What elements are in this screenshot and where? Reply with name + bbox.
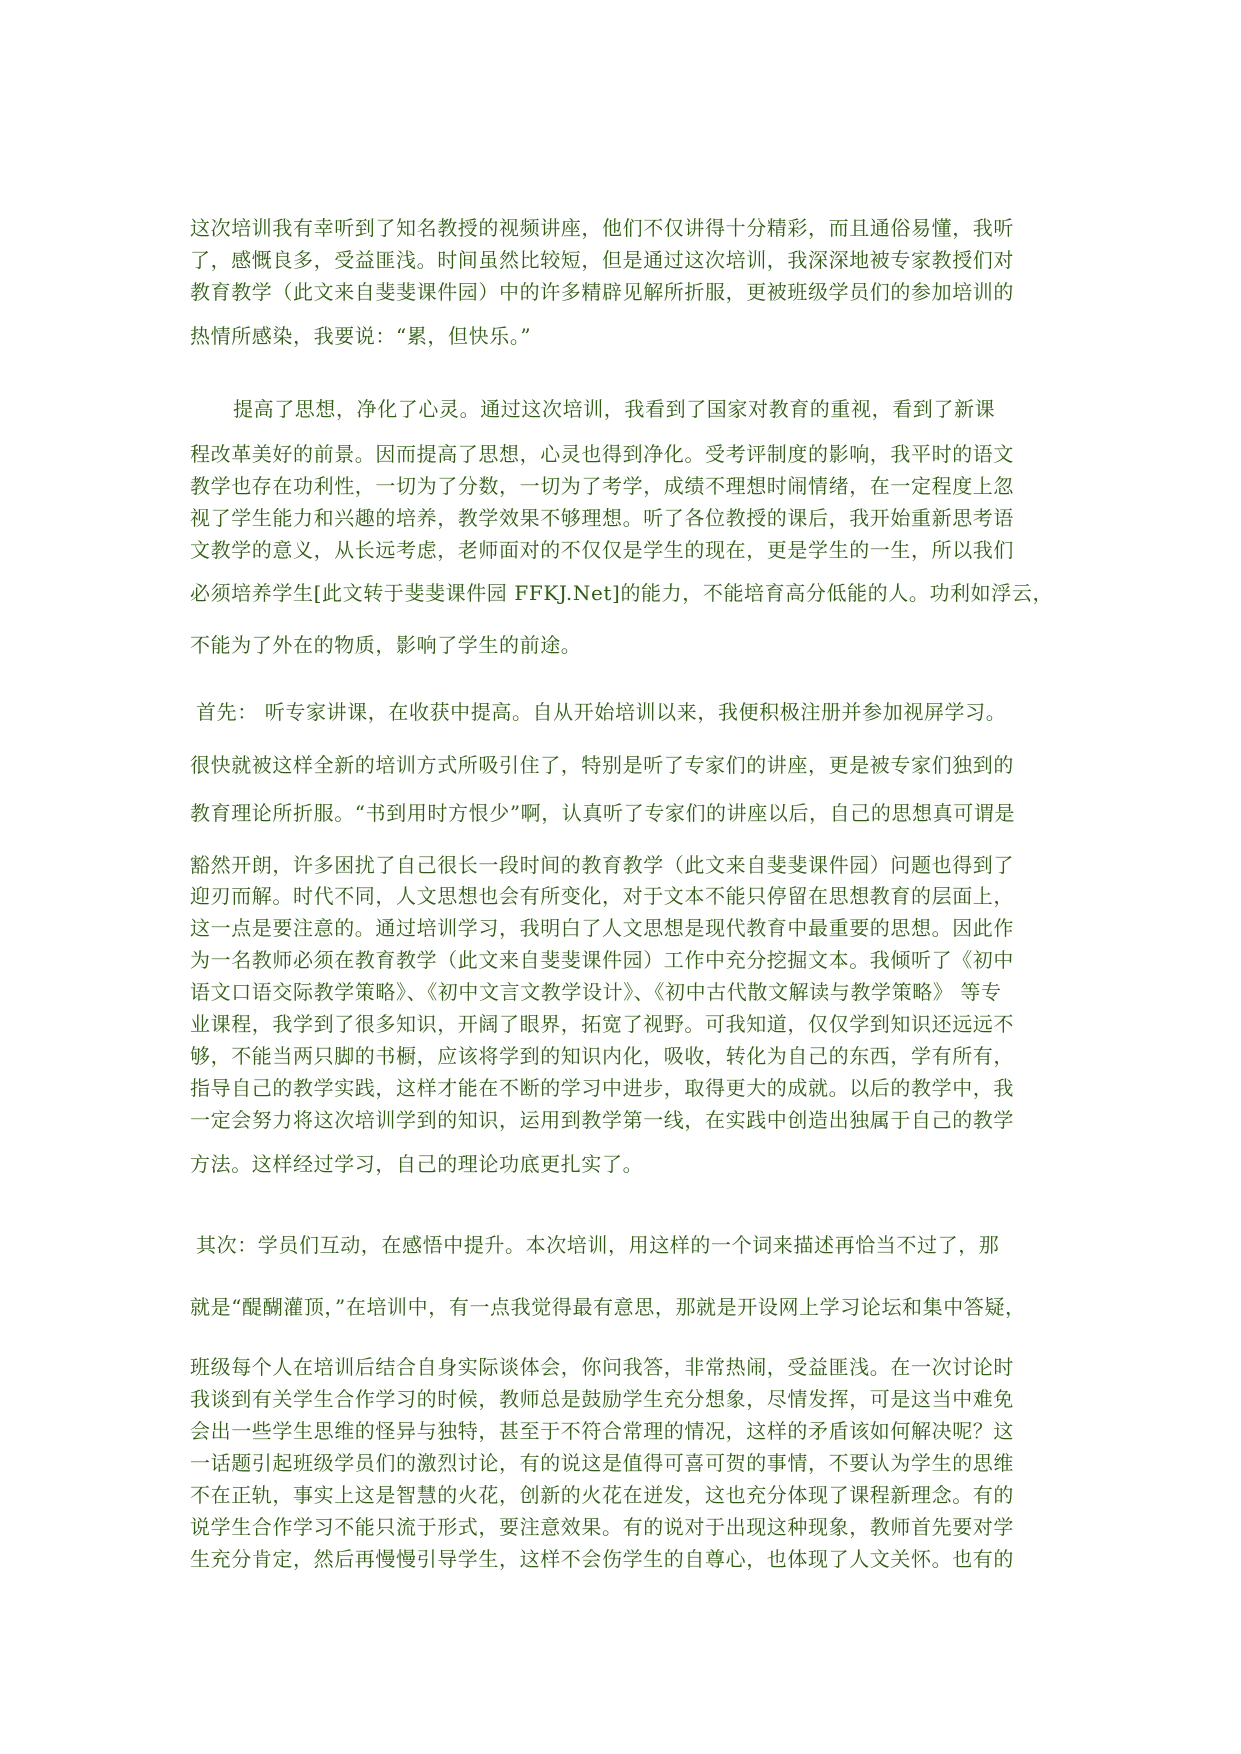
text-line: 不在正轨，事实上这是智慧的火花，创新的火花在迸发，这也充分体现了课程新理念。有的: [190, 1483, 1014, 1507]
text-line: 迎刃而解。时代不同，人文思想也会有所变化，对于文本不能只停留在思想教育的层面上，: [190, 884, 1014, 908]
text-line: 了，感慨良多，受益匪浅。时间虽然比较短，但是通过这次培训，我深深地被专家教授们对: [190, 248, 1014, 272]
text-line: 教育教学（此文来自斐斐课件园）中的许多精辟见解所折服，更被班级学员们的参加培训的: [190, 280, 1014, 304]
text-line: 不能为了外在的物质，影响了学生的前途。: [190, 633, 582, 657]
text-line: 其次：学员们互动，在感悟中提升。本次培训，用这样的一个词来描述再恰当不过了，那: [196, 1233, 1000, 1257]
text-line: 豁然开朗，许多困扰了自己很长一段时间的教育教学（此文来自斐斐课件园）问题也得到了: [190, 853, 1014, 877]
text-line: 教育理论所折服。“书到用时方恨少”啊，认真听了专家们的讲座以后，自己的思想真可谓是: [190, 801, 1016, 825]
text-line: 说学生合作学习不能只流于形式，要注意效果。有的说对于出现这种现象，教师首先要对学: [190, 1515, 1014, 1539]
text-line: 这次培训我有幸听到了知名教授的视频讲座，他们不仅讲得十分精彩，而且通俗易懂，我听: [190, 216, 1014, 240]
text-line: 视了学生能力和兴趣的培养，教学效果不够理想。听了各位教授的课后，我开始重新思考语: [190, 506, 1014, 530]
text-line: 方法。这样经过学习，自己的理论功底更扎实了。: [190, 1152, 644, 1176]
text-line: 我谈到有关学生合作学习的时候，教师总是鼓励学生充分想象，尽情发挥，可是这当中难免: [190, 1387, 1014, 1411]
text-line: 程改革美好的前景。因而提高了思想，心灵也得到净化。受考评制度的影响，我平时的语文: [190, 442, 1014, 466]
text-line: 为一名教师必须在教育教学（此文来自斐斐课件园）工作中充分挖掘文本。我倾听了《初中: [190, 948, 1014, 972]
text-line: 生充分肯定，然后再慢慢引导学生，这样不会伤学生的自尊心，也体现了人文关怀。也有的: [190, 1547, 1014, 1571]
text-line: 业课程，我学到了很多知识，开阔了眼界，拓宽了视野。可我知道，仅仅学到知识还远远不: [190, 1012, 1014, 1036]
text-line: 指导自己的教学实践，这样才能在不断的学习中进步，取得更大的成就。以后的教学中，我: [190, 1076, 1014, 1100]
text-line: 就是“醍醐灌顶，”在培训中，有一点我觉得最有意思，那就是开设网上学习论坛和集中答疑，: [190, 1295, 1026, 1319]
text-line: 语文口语交际教学策略》、《初中文言文教学设计》、《初中古代散文解读与教学策略》 等专: [190, 980, 1002, 1004]
text-line: 必须培养学生[此文转于斐斐课件园 FFKJ.Net]的能力，不能培育高分低能的人。功利如浮云，: [190, 581, 1054, 605]
text-line: 这一点是要注意的。通过培训学习，我明白了人文思想是现代教育中最重要的思想。因此作: [190, 916, 1014, 940]
text-line: 首先： 听专家讲课，在收获中提高。自从开始培训以来，我便积极注册并参加视屏学习。: [196, 700, 1007, 724]
text-line: 会出一些学生思维的怪异与独特，甚至于不符合常理的情况，这样的矛盾该如何解决呢？这: [190, 1419, 1014, 1443]
text-line: 文教学的意义，从长远考虑，老师面对的不仅仅是学生的现在，更是学生的一生，所以我们: [190, 538, 1014, 562]
text-line: 教学也存在功利性，一切为了分数，一切为了考学，成绩不理想时闹情绪，在一定程度上忽: [190, 474, 1014, 498]
text-line: 一定会努力将这次培训学到的知识，运用到教学第一线，在实践中创造出独属于自己的教学: [190, 1108, 1014, 1132]
text-line: 提高了思想，净化了心灵。通过这次培训，我看到了国家对教育的重视，看到了新课: [233, 397, 996, 421]
text-line: 一话题引起班级学员们的激烈讨论，有的说这是值得可喜可贺的事情，不要认为学生的思维: [190, 1451, 1014, 1475]
text-line: 够，不能当两只脚的书橱，应该将学到的知识内化，吸收，转化为自己的东西，学有所有，: [190, 1044, 1014, 1068]
text-line: 班级每个人在培训后结合自身实际谈体会，你问我答，非常热闹，受益匪浅。在一次讨论时: [190, 1355, 1014, 1379]
text-line: 热情所感染，我要说：“累，但快乐。”: [190, 324, 532, 348]
text-line: 很快就被这样全新的培训方式所吸引住了，特别是听了专家们的讲座，更是被专家们独到的: [190, 753, 1014, 777]
